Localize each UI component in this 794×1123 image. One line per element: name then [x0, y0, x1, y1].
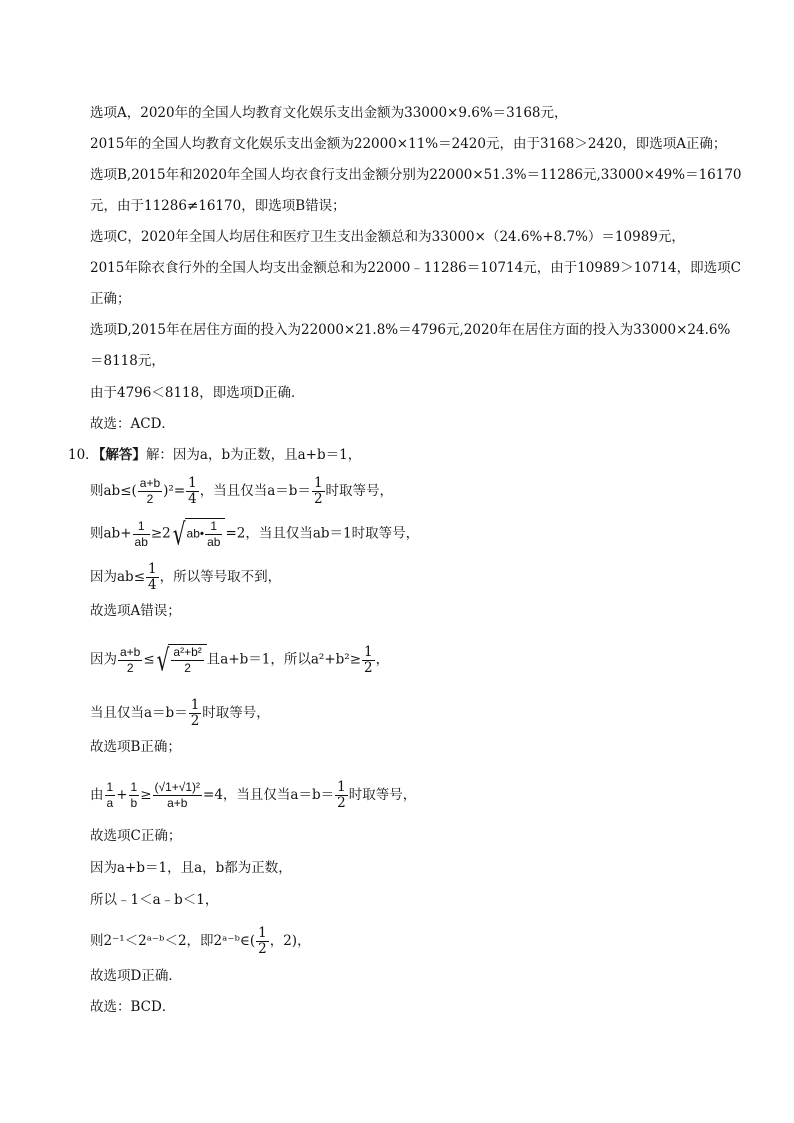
formula-line-d3 — [90, 926, 734, 957]
numerator: 1 — [258, 925, 267, 941]
fraction — [189, 698, 202, 729]
denominator: 2 — [126, 660, 134, 675]
formula-line-a2 — [90, 518, 734, 550]
fraction — [118, 645, 142, 676]
radicand — [168, 644, 206, 676]
denominator: 2 — [184, 661, 191, 675]
text-fragment: ，所以等号取不到， — [159, 569, 282, 585]
denominator: b — [130, 796, 138, 810]
denominator: 4 — [188, 491, 197, 507]
numerator: 1 — [106, 780, 114, 794]
text-line: 正确； — [90, 291, 131, 307]
formula-line-b1 — [90, 644, 734, 676]
fraction — [362, 645, 375, 676]
text-fragment: 因为ab≤ — [90, 569, 146, 585]
numerator: 1 — [364, 643, 373, 660]
fraction — [312, 476, 325, 507]
text-line: 故选：BCD． — [90, 999, 176, 1015]
numerator: 1 — [148, 561, 157, 577]
denominator: 2 — [258, 941, 267, 957]
text-line: ＝8118元， — [90, 353, 165, 369]
denominator: 2 — [190, 713, 200, 729]
question-10-heading — [68, 445, 734, 465]
text-line: 故选：ACD． — [90, 416, 175, 432]
denominator: 2 — [313, 491, 323, 507]
sqrt-icon: √ — [156, 642, 170, 678]
text-line: 选项B,2015年和2020年全国人均衣食行支出金额分别为22000×51.3%＝11286元,33000×49%＝16170 — [90, 167, 742, 183]
text-line: 故选项B正确； — [90, 739, 181, 755]
fraction — [186, 476, 199, 507]
text-fragment: ≥2 — [150, 525, 171, 542]
fraction — [146, 562, 159, 593]
denominator: 4 — [148, 577, 157, 593]
formula-line-b2 — [90, 698, 734, 729]
text-fragment: 且a+b＝1，所以a²+b²≥ — [206, 651, 362, 668]
text-fragment: 当且仅当a＝b＝ — [90, 705, 188, 721]
numerator: a+b — [139, 476, 161, 490]
text-fragment: )²= — [163, 483, 186, 499]
numerator: 1 — [133, 519, 150, 535]
text-line: 2015年除衣食行外的全国人均支出金额总和为22000﹣11286＝10714元，由于10989＞10714，即选项C — [90, 260, 741, 276]
text-fragment: ≤ — [143, 651, 155, 668]
formula-line-c1 — [90, 780, 734, 811]
text-fragment: 则ab≤( — [90, 483, 137, 499]
numerator: 1 — [337, 779, 346, 795]
text-fragment: ab• — [186, 526, 205, 541]
formula-line-a1 — [90, 476, 734, 507]
text-fragment: 由 — [90, 787, 104, 803]
text-fragment: =4，当且仅当a＝b＝ — [203, 787, 335, 803]
text-line: 故选项D正确． — [90, 968, 182, 984]
fraction — [138, 476, 162, 507]
sqrt-icon: √ — [172, 516, 186, 552]
denominator: 2 — [337, 795, 346, 811]
denominator: 2 — [364, 659, 373, 676]
text-line: 故选项C正确； — [90, 828, 182, 844]
numerator: 1 — [205, 519, 222, 535]
radicand — [185, 518, 226, 550]
formula-line-a3 — [90, 562, 734, 593]
text-fragment: + — [116, 787, 128, 803]
numerator: 1 — [188, 475, 197, 491]
denominator: a+b — [167, 796, 188, 810]
text-fragment: 时取等号， — [348, 787, 417, 803]
text-fragment: ，2)， — [269, 933, 311, 949]
text-line: 由于4796＜8118，即选项D正确． — [90, 385, 305, 401]
fraction — [153, 780, 203, 811]
fraction — [256, 926, 269, 957]
text-fragment: =2，当且仅当ab＝1时取等号， — [225, 525, 420, 542]
denominator: 2 — [146, 492, 154, 506]
text-line: 选项C，2020年全国人均居住和医疗卫生支出金额总和为33000×（24.6%+8.7%）＝10989元， — [90, 229, 685, 245]
denominator: ab — [134, 534, 148, 549]
fraction — [105, 780, 116, 811]
numerator: 1 — [313, 475, 323, 491]
text-fragment: ≥ — [140, 787, 152, 803]
text-fragment: ， — [375, 651, 390, 668]
intro-text: 解：因为a，b为正数，且a+b＝1， — [145, 447, 362, 463]
answer-tag: 【解答】 — [98, 447, 146, 463]
denominator: ab — [207, 535, 221, 549]
numerator: a²+b² — [173, 645, 202, 659]
text-line: 因为a+b＝1，且a，b都为正数， — [90, 860, 292, 876]
text-line: 所以﹣1＜a﹣b＜1， — [90, 892, 219, 908]
question-number: 10． — [68, 447, 99, 463]
text-fragment: 时取等号， — [325, 483, 394, 499]
numerator: 1 — [130, 780, 138, 794]
numerator: (√1+√1)² — [154, 780, 201, 794]
text-fragment: 则ab+ — [90, 525, 132, 542]
fraction — [133, 519, 150, 550]
text-fragment: ，当且仅当a＝b＝ — [199, 483, 311, 499]
numerator: 1 — [190, 697, 200, 713]
fraction — [205, 519, 222, 550]
text-fragment: 时取等号， — [202, 705, 270, 721]
fraction — [171, 645, 203, 676]
text-line: 选项D,2015年在居住方面的投入为22000×21.8%＝4796元,2020年在居住方面的投入为33000×24.6% — [90, 322, 731, 338]
text-fragment: 因为 — [90, 651, 117, 668]
text-line: 2015年的全国人均教育文化娱乐支出金额为22000×11%＝2420元，由于3168＞2420，即选项A正确； — [90, 136, 727, 152]
text-fragment: 则2⁻¹＜2ᵃ⁻ᵇ＜2，即2ᵃ⁻ᵇ∈( — [90, 933, 256, 949]
denominator: a — [106, 796, 114, 810]
fraction — [335, 780, 348, 811]
text-line: 选项A，2020年的全国人均教育文化娱乐支出金额为33000×9.6%＝3168元， — [90, 105, 568, 121]
numerator: a+b — [120, 644, 141, 659]
text-line: 故选项A错误； — [90, 603, 181, 619]
text-line: 元，由于11286≠16170，即选项B错误； — [90, 198, 346, 214]
fraction — [129, 780, 140, 811]
